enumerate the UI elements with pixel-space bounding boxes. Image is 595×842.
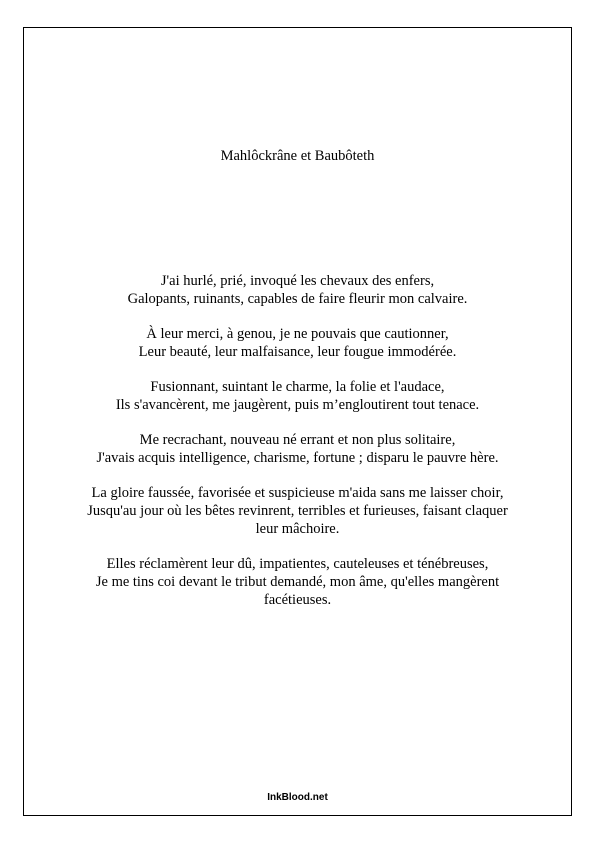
poem-line: Jusqu'au jour où les bêtes revinrent, terribles et furieuses, faisant claquer bbox=[87, 503, 508, 519]
footer-site-name: InkBlood.net bbox=[267, 792, 328, 803]
stanza bbox=[40, 555, 555, 609]
poem-line: Fusionnant, suintant le charme, la folie et l'audace, bbox=[150, 379, 445, 395]
poem-body bbox=[40, 272, 555, 626]
poem-line: Elles réclamèrent leur dû, impatientes, cauteleuses et ténébreuses, bbox=[106, 556, 489, 572]
poem-line: J'ai hurlé, prié, invoqué les chevaux des enfers, bbox=[160, 273, 435, 289]
stanza bbox=[40, 325, 555, 361]
poem-line: J'avais acquis intelligence, charisme, fortune ; disparu le pauvre hère. bbox=[96, 450, 499, 466]
poem-line: Galopants, ruinants, capables de faire fleurir mon calvaire. bbox=[127, 291, 468, 307]
poem-title: Mahlôckrâne et Baubôteth bbox=[220, 148, 375, 164]
poem-line: La gloire faussée, favorisée et suspicieuse m'aida sans me laisser choir, bbox=[91, 485, 504, 501]
poem-line: facétieuses. bbox=[263, 592, 332, 608]
stanza bbox=[40, 272, 555, 308]
poem-line: À leur merci, à genou, je ne pouvais que cautionner, bbox=[146, 326, 449, 342]
poem-line: Je me tins coi devant le tribut demandé, mon âme, qu'elles mangèrent bbox=[95, 574, 500, 590]
poem-line: Leur beauté, leur malfaisance, leur fougue immodérée. bbox=[138, 344, 457, 360]
stanza bbox=[40, 378, 555, 414]
poem-line: leur mâchoire. bbox=[255, 521, 340, 537]
poem-line: Me recrachant, nouveau né errant et non plus solitaire, bbox=[139, 432, 456, 448]
stanza bbox=[40, 484, 555, 538]
poem-line: Ils s'avancèrent, me jaugèrent, puis m’engloutirent tout tenace. bbox=[115, 397, 480, 413]
stanza bbox=[40, 431, 555, 467]
